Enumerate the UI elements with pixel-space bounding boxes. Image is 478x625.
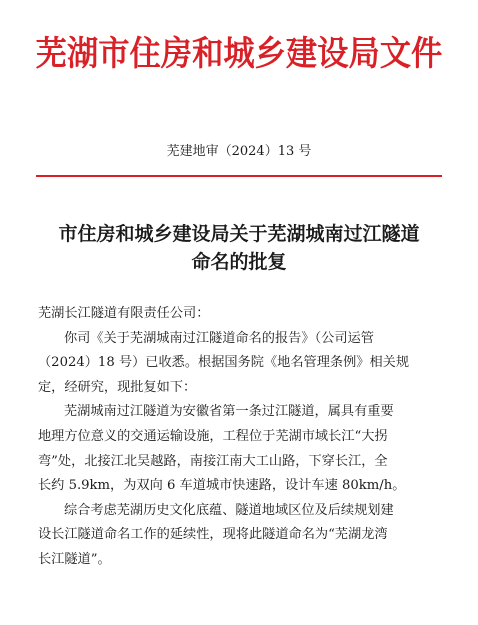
body-line: 设长江隧道命名工作的延续性，现将此隧道命名为“芜湖龙湾 [38,527,388,543]
body-line: 长约 5.9km，为双向 6 车道城市快速路，设计车速 80km/h。 [38,478,406,494]
document-body [38,302,438,573]
body-line: 弯”处，北接江北吴越路，南接江南大工山路，下穿长江，全 [38,453,388,469]
document-number: 芜建地审（2024）13 号 [166,144,312,159]
body-line: 综合考虑芜湖历史文化底蕴、隧道地域区位及后续规划建 [64,502,394,518]
body-line: 长江隧道”。 [38,551,111,567]
subject-line-1: 市住房和城乡建设局关于芜湖城南过江隧道 [58,223,420,245]
subject-line-2: 命名的批复 [191,251,287,273]
body-line: 芜湖城南过江隧道为安徽省第一条过江隧道，属具有重要 [64,404,394,420]
red-divider-line [36,175,442,177]
body-line: 地理方位意义的交通运输设施，工程位于芜湖市域长江“大拐 [38,428,388,444]
body-line: 你司《关于芜湖城南过江隧道命名的报告》（公司运管 [64,330,374,346]
document-subject [0,220,478,276]
document-header-title: 芜湖市住房和城乡建设局文件 [35,34,443,74]
addressee: 芜湖长江隧道有限责任公司： [38,306,210,321]
body-line: 定，经研究，现批复如下： [38,379,197,395]
body-line: （2024）18 号）已收悉。根据国务院《地名管理条例》相关规 [38,355,410,371]
